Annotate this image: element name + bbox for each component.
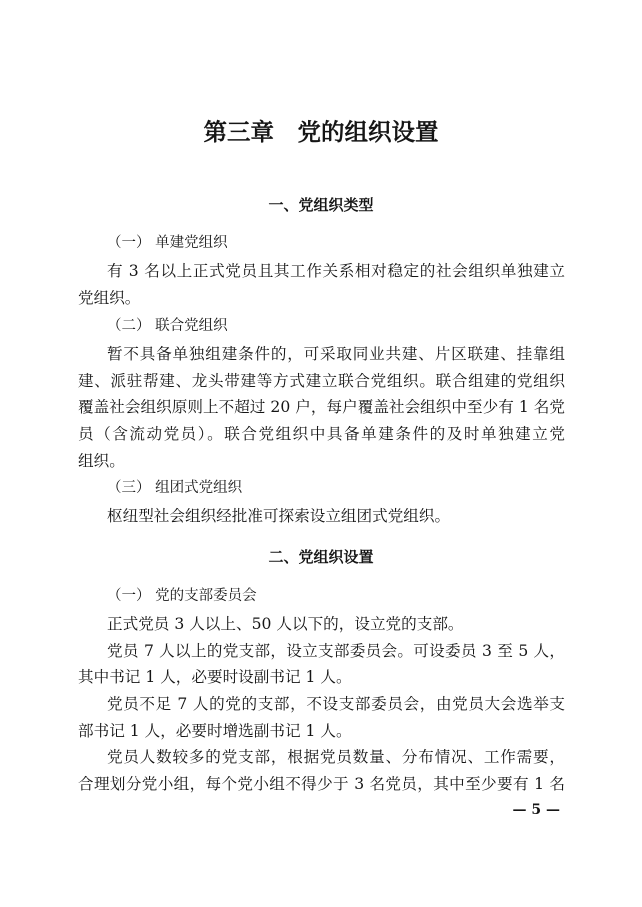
section-heading: 一、党组织类型 (268, 196, 374, 214)
body-line: 正式党员 3 人以上、50 人以下的，设立党的支部。 (107, 615, 464, 633)
subsection-heading: （一） 单建党组织 (107, 235, 228, 251)
body-line: 部书记 1 人，必要时增选副书记 1 人。 (78, 722, 352, 740)
body-line: 合理划分党小组，每个党小组不得少于 3 名党员，其中至少要有 1 名 (78, 775, 565, 793)
body-line: 党员不足 7 人的党的支部，不设支部委员会，由党员大会选举支 (107, 695, 565, 713)
body-line: 员（含流动党员）。联合党组织中具备单建条件的及时单独建立党 (78, 425, 565, 443)
body-line: 组织。 (78, 452, 125, 470)
subsection-heading: （二） 联合党组织 (107, 318, 228, 334)
body-line: 暂不具备单独组建条件的，可采取同业共建、片区联建、挂靠组 (107, 345, 565, 363)
body-line: 枢纽型社会组织经批准可探索设立组团式党组织。 (107, 507, 451, 525)
body-line: 建、派驻帮建、龙头带建等方式建立联合党组织。联合组建的党组织 (78, 372, 565, 390)
section-heading: 二、党组织设置 (268, 548, 374, 566)
body-line: 覆盖社会组织原则上不超过 20 户，每户覆盖社会组织中至少有 1 名党 (78, 398, 565, 416)
body-line: 其中书记 1 人，必要时设副书记 1 人。 (78, 668, 352, 686)
body-line: 党员人数较多的党支部，根据党员数量、分布情况、工作需要， (107, 748, 565, 766)
body-line: 党员 7 人以上的党支部，设立支部委员会。可设委员 3 至 5 人， (107, 642, 565, 660)
page-number: — 5 — (512, 802, 560, 818)
subsection-heading: （一） 党的支部委员会 (107, 588, 257, 604)
subsection-heading: （三） 组团式党组织 (107, 480, 243, 496)
body-line: 党组织。 (78, 289, 141, 307)
chapter-title: 第三章 党的组织设置 (203, 118, 439, 146)
body-line: 有 3 名以上正式党员且其工作关系相对稳定的社会组织单独建立 (107, 262, 565, 280)
